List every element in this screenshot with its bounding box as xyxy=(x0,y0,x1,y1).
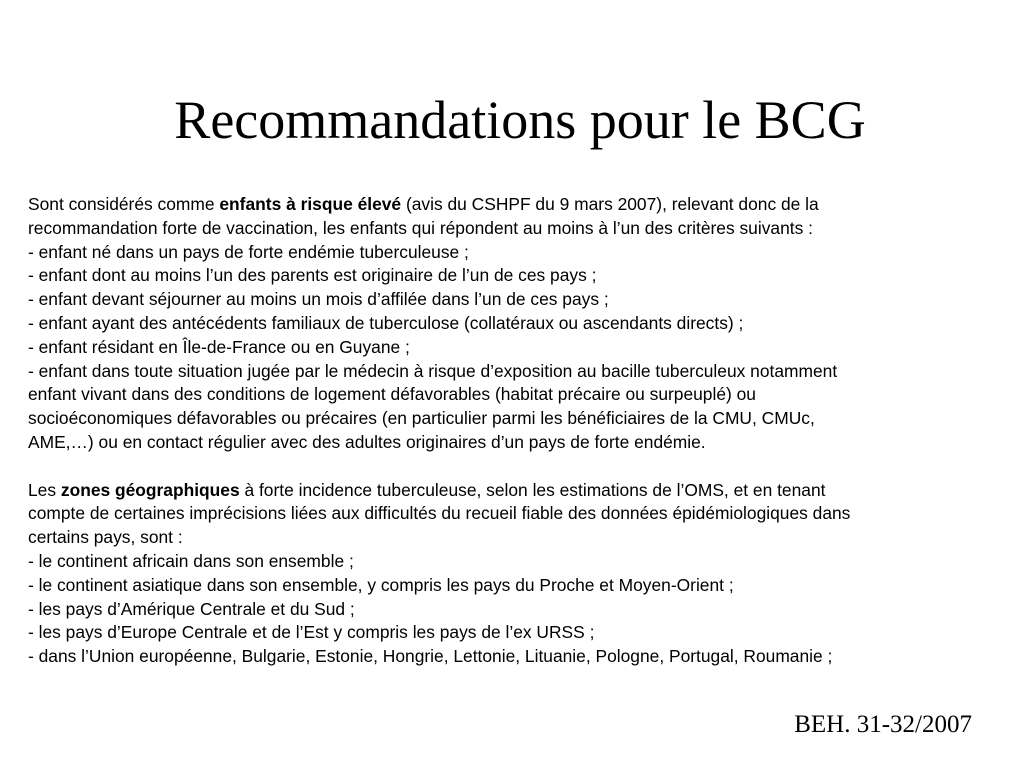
criteria-item: - enfant résidant en Île-de-France ou en Guyane ; xyxy=(28,336,410,357)
section2-intro-post: à forte incidence tuberculeuse, selon les estimations de l’OMS, et en tenant xyxy=(239,479,826,500)
section2-intro-line3: certains pays, sont : xyxy=(28,527,183,548)
section1-intro-pre: Sont considérés comme xyxy=(28,194,220,214)
source-citation: BEH. 31-32/2007 xyxy=(794,711,972,738)
zone-item: - le continent africain dans son ensemble ; xyxy=(28,550,354,571)
zone-item: - le continent asiatique dans son ensemble, y compris les pays du Proche et Moyen-Orient ; xyxy=(28,574,734,595)
section1-intro-post: (avis du CSHPF du 9 mars 2007), relevant donc de la xyxy=(401,194,819,214)
criteria-item: - enfant dont au moins l’un des parents est originaire de l’un de ces pays ; xyxy=(28,265,597,286)
section2-intro-bold: zones géographiques xyxy=(60,479,240,500)
criteria-item: - enfant ayant des antécédents familiaux de tuberculose (collatéraux ou ascendants directs) ; xyxy=(28,312,744,333)
zone-item: - dans l’Union européenne, Bulgarie, Estonie, Hongrie, Lettonie, Lituanie, Pologne, Portugal, Roumanie ; xyxy=(28,646,833,667)
criteria-item-continuation: socioéconomiques défavorables ou précaires (en particulier parmi les bénéficiaires de la CMU, CMUc, xyxy=(28,408,815,429)
criteria-item-continuation: AME,…) ou en contact régulier avec des adultes originaires d’un pays de forte endémie. xyxy=(28,431,706,452)
zone-item: - les pays d’Amérique Centrale et du Sud ; xyxy=(28,598,355,619)
criteria-item: - enfant dans toute situation jugée par le médecin à risque d’exposition au bacille tuberculeux notamment xyxy=(28,360,838,381)
slide-body xyxy=(28,193,1018,669)
criteria-item-continuation: enfant vivant dans des conditions de logement défavorables (habitat précaire ou surpeuplé) ou xyxy=(28,384,756,405)
paragraph-spacer xyxy=(28,455,1018,479)
section2-intro-line1 xyxy=(28,479,1018,503)
slide-title: Recommandations pour le BCG xyxy=(174,90,866,150)
section1-intro-bold: enfants à risque élevé xyxy=(219,194,402,214)
section2-intro-line2: compte de certaines imprécisions liées aux difficultés du recueil fiable des données épidémiologiques dans xyxy=(28,503,851,524)
section1-intro-line1 xyxy=(28,193,1018,217)
section2-intro-pre: Les xyxy=(28,479,61,500)
criteria-item: - enfant né dans un pays de forte endémie tuberculeuse ; xyxy=(28,241,469,262)
zone-item: - les pays d’Europe Centrale et de l’Est y compris les pays de l’ex URSS ; xyxy=(28,622,595,643)
criteria-item: - enfant devant séjourner au moins un mois d’affilée dans l’un de ces pays ; xyxy=(28,289,609,310)
section1-intro-line2: recommandation forte de vaccination, les enfants qui répondent au moins à l’un des critères suivants : xyxy=(28,217,813,238)
